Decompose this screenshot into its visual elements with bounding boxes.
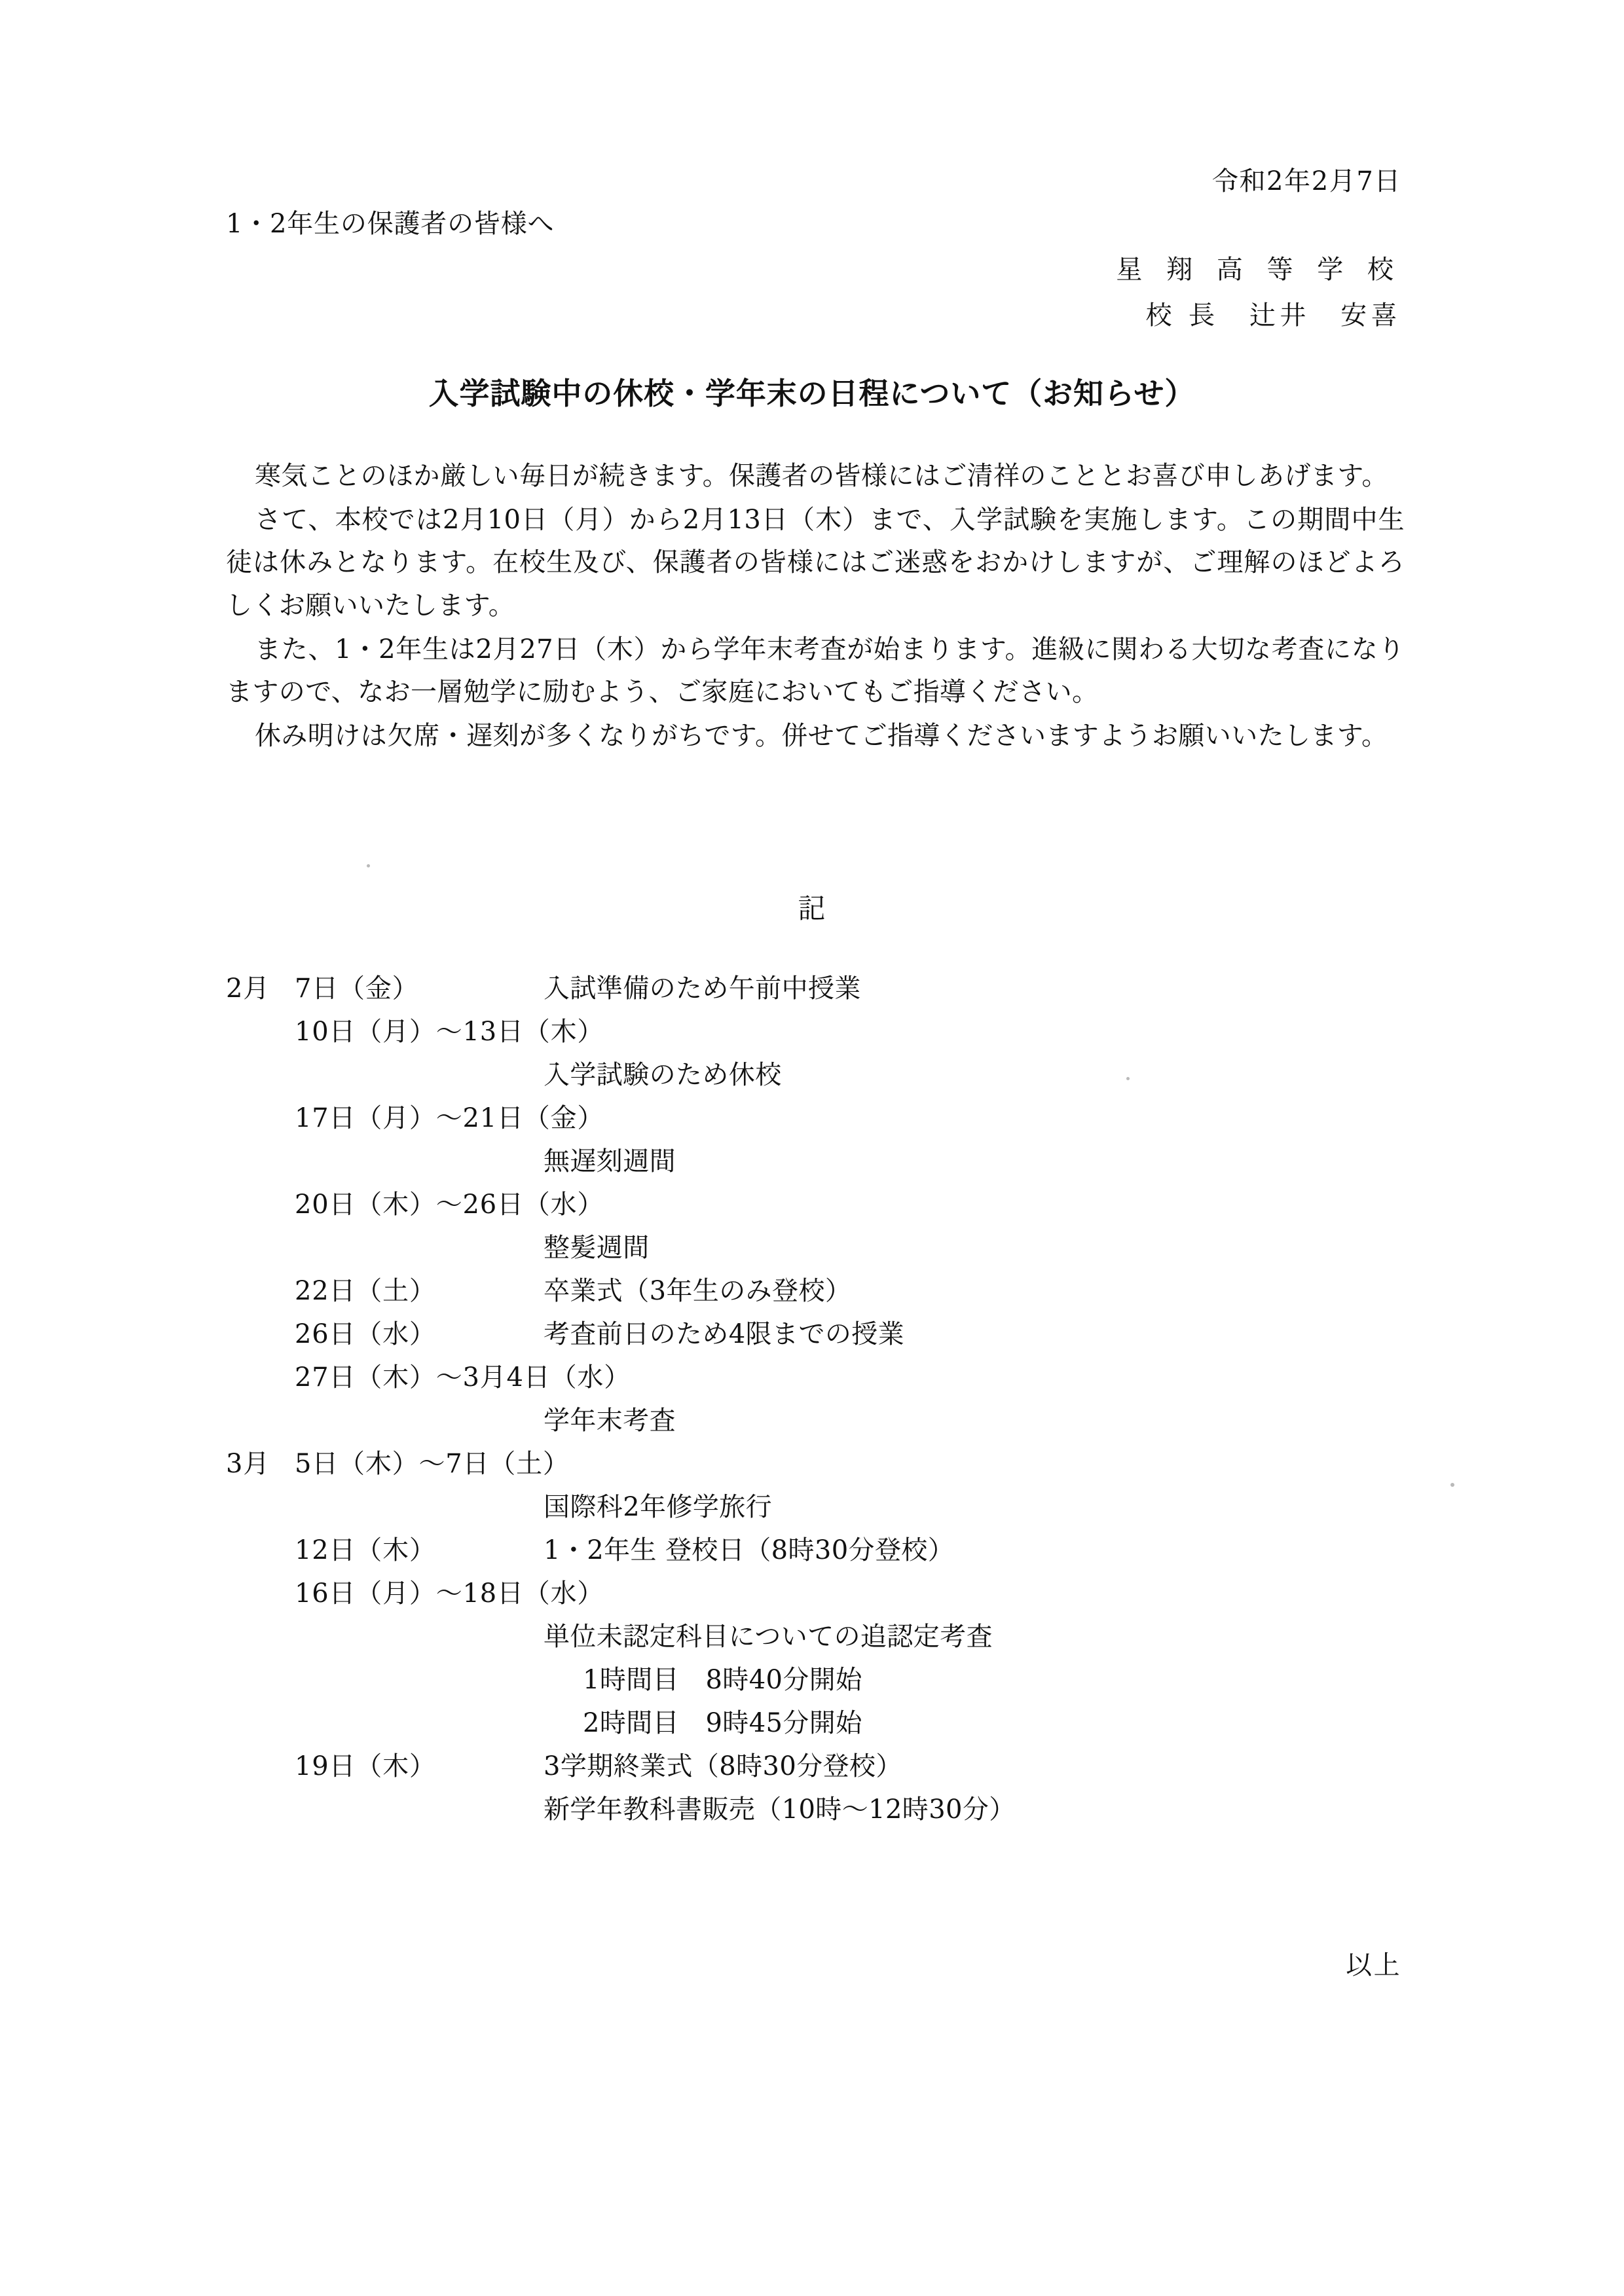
schedule-row <box>226 1753 1470 1796</box>
schedule-day: 16日（月）～18日（水） <box>295 1578 604 1609</box>
schedule-list <box>226 975 1470 1840</box>
schedule-subdesc: 無遅刻週間 <box>544 1146 676 1176</box>
schedule-subrow <box>226 1408 1470 1451</box>
schedule-desc: 3学期終業式（8時30分登校） <box>544 1751 902 1781</box>
schedule-row <box>226 1192 1470 1235</box>
paragraph: さて、本校では2月10日（月）から2月13日（木）まで、入学試験を実施します。この期間中生徒は休みとなります。在校生及び、保護者の皆様にはご迷惑をおかけしますが、ご理解のほどよろしくお願いいたします。 <box>226 505 1405 621</box>
schedule-row <box>226 1580 1470 1624</box>
schedule-subdesc: 単位未認定科目についての追認定考査 <box>544 1622 993 1652</box>
schedule-subdesc: 新学年教科書販売（10時～12時30分） <box>544 1795 1016 1825</box>
school-name: 星 翔 高 等 学 校 <box>1116 255 1401 285</box>
document-addressee: 1・2年生の保護者の皆様へ <box>226 209 555 239</box>
document-date: 令和2年2月7日 <box>1211 166 1401 196</box>
schedule-desc: 卒業式（3年生のみ登校） <box>544 1276 852 1306</box>
schedule-desc: 1・2年生 登校日（8時30分登校） <box>544 1535 955 1565</box>
schedule-subrow <box>226 1494 1470 1537</box>
paragraph: 寒気ことのほか厳しい毎日が続きます。保護者の皆様にはご清祥のこととお喜び申しあげます。 <box>255 461 1388 491</box>
schedule-subdesc: 学年末考査 <box>544 1406 676 1436</box>
schedule-row <box>226 1451 1470 1494</box>
schedule-day: 10日（月）～13日（木） <box>295 1017 604 1047</box>
closing-marker: 以上 <box>1346 1950 1401 1980</box>
ki-marker: 記 <box>798 892 826 924</box>
schedule-subdesc: 入学試験のため休校 <box>544 1060 782 1090</box>
schedule-day: 26日（水） <box>295 1319 436 1349</box>
schedule-desc: 考査前日のため4限までの授業 <box>544 1319 905 1349</box>
schedule-day: 7日（金） <box>295 974 419 1004</box>
schedule-row <box>226 975 1470 1019</box>
schedule-desc: 入試準備のため午前中授業 <box>544 974 861 1004</box>
schedule-subdesc: 1時間目 8時40分開始 <box>583 1665 862 1695</box>
schedule-subrow <box>226 1062 1470 1105</box>
schedule-day: 22日（土） <box>295 1276 436 1306</box>
schedule-day: 19日（木） <box>295 1751 436 1781</box>
schedule-day: 27日（木）～3月4日（水） <box>295 1362 631 1393</box>
body-paragraphs <box>226 455 1405 759</box>
schedule-day: 17日（月）～21日（金） <box>295 1103 604 1133</box>
schedule-subrow <box>226 1710 1470 1753</box>
schedule-subdesc: 国際科2年修学旅行 <box>544 1492 773 1522</box>
page-title: 入学試験中の休校・学年末の日程について（お知らせ） <box>428 376 1196 411</box>
paragraph: 休み明けは欠席・遅刻が多くなりがちです。併せてご指導くださいますようお願いいたします。 <box>255 721 1388 752</box>
schedule-row <box>226 1019 1470 1062</box>
schedule-month: 3月 <box>226 1449 270 1479</box>
paragraph: また、1・2年生は2月27日（木）から学年末考査が始まります。進級に関わる大切な考査になりますので、なお一層勉学に励むよう、ご家庭においてもご指導ください。 <box>226 634 1405 707</box>
schedule-row <box>226 1321 1470 1364</box>
scan-speckle <box>1450 1483 1454 1487</box>
scan-speckle <box>367 864 370 867</box>
schedule-row <box>226 1537 1470 1580</box>
schedule-subrow <box>226 1624 1470 1667</box>
schedule-subrow <box>226 1235 1470 1278</box>
schedule-day: 12日（木） <box>295 1535 436 1565</box>
schedule-month: 2月 <box>226 974 270 1004</box>
schedule-day: 20日（木）～26日（水） <box>295 1190 604 1220</box>
schedule-row <box>226 1105 1470 1148</box>
schedule-row <box>226 1278 1470 1321</box>
scan-speckle <box>1126 1077 1130 1080</box>
principal-name: 校 長 辻井 安喜 <box>1145 301 1401 331</box>
schedule-row <box>226 1364 1470 1408</box>
schedule-subdesc: 2時間目 9時45分開始 <box>583 1708 862 1738</box>
schedule-subrow <box>226 1148 1470 1192</box>
schedule-subdesc: 整髪週間 <box>544 1233 650 1263</box>
schedule-subrow <box>226 1667 1470 1710</box>
schedule-day: 5日（木）～7日（土） <box>295 1449 570 1479</box>
schedule-subrow <box>226 1796 1470 1840</box>
